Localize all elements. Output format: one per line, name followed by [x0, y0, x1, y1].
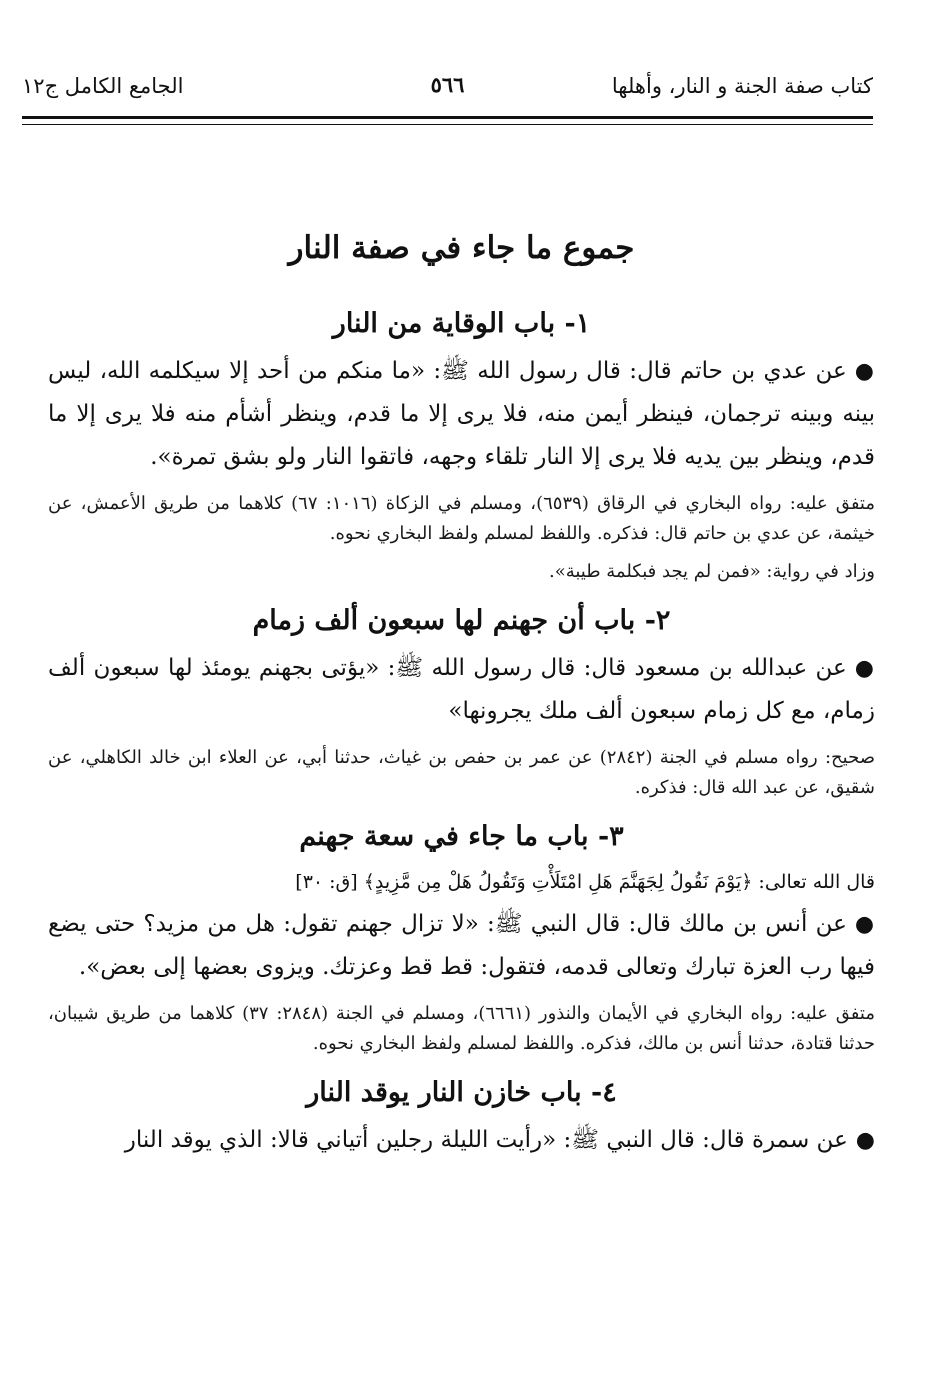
takhrij-note: متفق عليه: رواه البخاري في الرقاق (٦٥٣٩)، ومسلم في الزكاة (١٠١٦: ٦٧) كلاهما من طريق الأعمش، عن خيثمة، عن عدي بن حاتم قال: فذكره. واللفظ لمسلم ولفظ البخاري نحوه.	[48, 493, 875, 544]
section-title: ٤- باب خازن النار يوقد النار	[306, 1077, 617, 1108]
header-rule-thin	[22, 124, 873, 125]
takhrij-note: وزاد في رواية: «فمن لم يجد فبكلمة طيبة».	[548, 561, 875, 582]
hadith-text: ●عن عبدالله بن مسعود قال: قال رسول الله ﷺ: «يؤتى بجهنم يومئذ لها سبعون ألف زمام، مع كل زمام سبعون ألف ملك يجرونها»	[48, 655, 876, 724]
chapter-title: جموع ما جاء في صفة النار	[288, 230, 635, 266]
takhrij-note: صحيح: رواه مسلم في الجنة (٢٨٤٢) عن عمر بن حفص بن غياث، حدثنا أبي، عن العلاء ابن خالد الكاهلي، عن شقيق، عن عبد الله قال: فذكره.	[48, 747, 875, 798]
running-title: كتاب صفة الجنة و النار، وأهلها	[611, 74, 873, 98]
hadith-text: ●عن عدي بن حاتم قال: قال رسول الله ﷺ: «ما منكم من أحد إلا سيكلمه الله، ليس بينه وبينه ترجمان، فينظر أيمن منه، فلا يرى إلا ما قدم، وينظر أشأم منه فلا يرى إلا ما قدم، وينظر بين يديه فلا يرى إلا النار تلقاء وجهه، فاتقوا النار ولو بشق تمرة».	[48, 358, 875, 470]
volume-label: الجامع الكامل ج١٢	[22, 74, 184, 98]
takhrij-note: متفق عليه: رواه البخاري في الأيمان والنذور (٦٦٦١)، ومسلم في الجنة (٢٨٤٨: ٣٧) كلاهما من طريق شيبان، حدثنا قتادة، حدثنا أنس بن مالك، فذكره. واللفظ لمسلم ولفظ البخاري نحوه.	[48, 1003, 875, 1054]
page-header	[22, 66, 873, 106]
section-4	[48, 1067, 875, 1162]
section-title: ١- باب الوقاية من النار	[332, 308, 591, 339]
section-title: ٣- باب ما جاء في سعة جهنم	[299, 821, 624, 852]
bullet-icon: ●	[854, 359, 875, 384]
bullet-icon: ●	[854, 656, 876, 681]
section-1	[48, 298, 875, 587]
quran-verse: قال الله تعالى: ﴿يَوْمَ نَقُولُ لِجَهَنَّمَ هَلِ امْتَلَأْتِ وَتَقُولُ هَلْ مِن مَّزِيدٍ﴾ [ق: ٣٠]	[295, 871, 875, 893]
bullet-icon: ●	[854, 912, 876, 937]
page-number: ٥٦٦	[430, 72, 465, 97]
hadith-text: ●عن أنس بن مالك قال: قال النبي ﷺ: «لا تزال جهنم تقول: هل من مزيد؟ حتى يضع فيها رب العزة تبارك وتعالى قدمه، فتقول: قط قط وعزتك. ويزوى بعضها إلى بعض».	[48, 911, 876, 980]
section-2	[48, 595, 875, 803]
bullet-icon: ●	[855, 1128, 875, 1153]
section-title: ٢- باب أن جهنم لها سبعون ألف زمام	[252, 605, 671, 636]
hadith-text: ●عن سمرة قال: قال النبي ﷺ: «رأيت الليلة رجلين أتياني قالا: الذي يوقد النار	[124, 1127, 875, 1153]
page-content	[48, 226, 875, 1172]
section-3	[48, 811, 875, 1059]
header-rule-thick	[22, 116, 873, 119]
